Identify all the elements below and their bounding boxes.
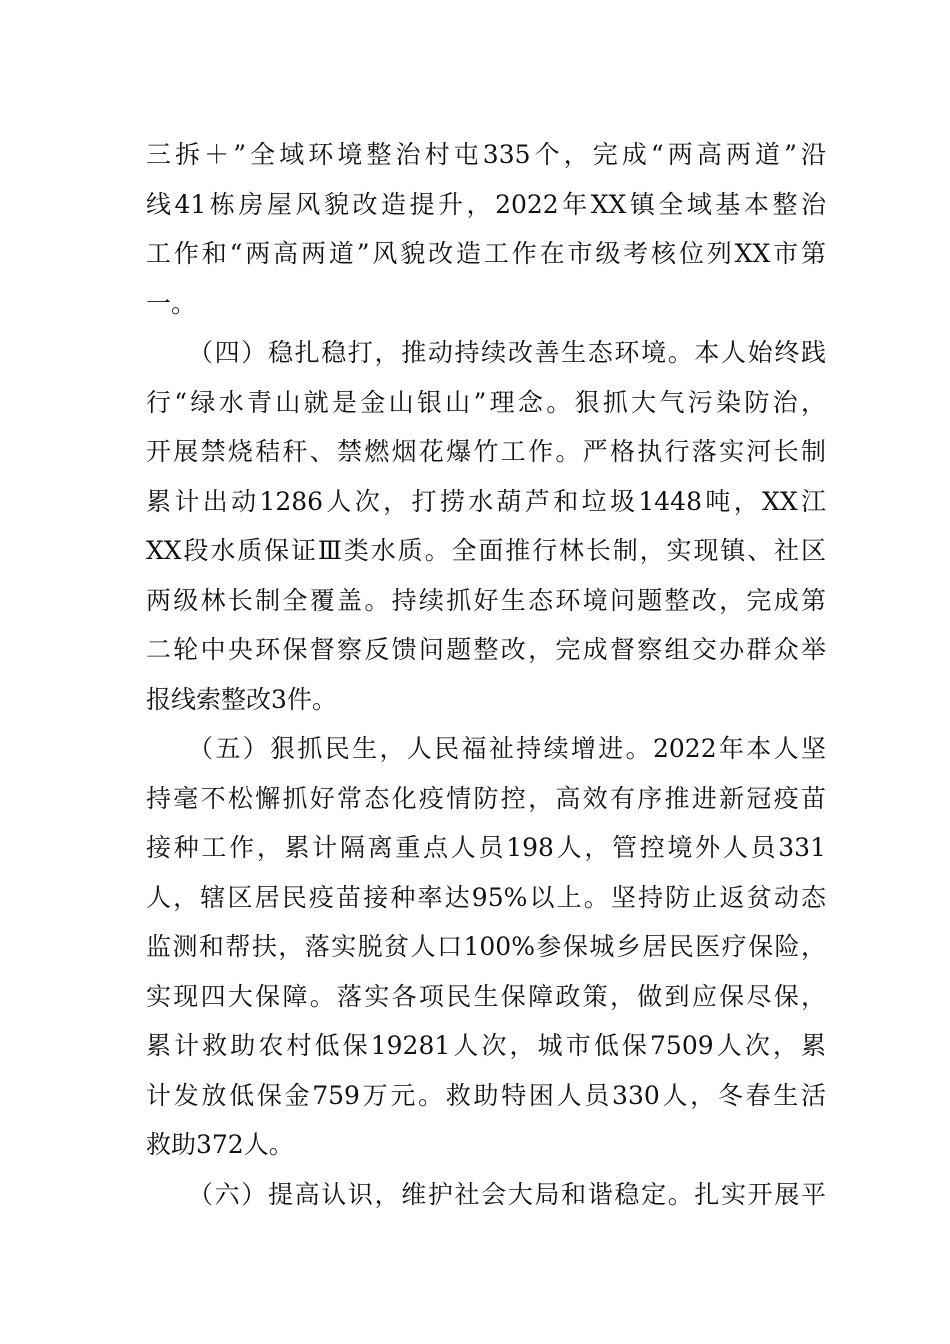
text-line: 接种工作，累计隔离重点人员198人，管控境外人员331 (146, 833, 826, 862)
document-body (146, 130, 826, 1219)
text-line: （五）狠抓民生，人民福祉持续增进。2022年本人坚 (188, 734, 826, 763)
text-line: （四）稳扎稳打，推动持续改善生态环境。本人始终践 (188, 338, 826, 367)
text-line: XX段水质保证Ⅲ类水质。全面推行林长制，实现镇、社区 (146, 536, 826, 565)
paragraph-social-stability (146, 1170, 826, 1220)
text-line: 二轮中央环保督察反馈问题整改，完成督察组交办群众举 (146, 635, 826, 664)
text-line: （六）提高认识，维护社会大局和谐稳定。扎实开展平 (188, 1179, 826, 1209)
text-line: 一。 (146, 288, 197, 318)
text-line: 监测和帮扶，落实脱贫人口100%参保城乡居民医疗保险， (146, 932, 826, 961)
text-line: 报线索整改3件。 (146, 684, 337, 714)
text-line: 累计救助农村低保19281人次，城市低保7509人次，累 (146, 1031, 826, 1060)
paragraph-ecology (146, 328, 826, 724)
text-line: 三拆＋”全域环境整治村屯335个，完成“两高两道”沿 (146, 140, 826, 169)
paragraph-rural-renovation (146, 130, 826, 328)
text-line: 工作和“两高两道”风貌改造工作在市级考核位列XX市第 (146, 239, 826, 268)
text-line: 两级林长制全覆盖。持续抓好生态环境问题整改，完成第 (146, 585, 826, 615)
text-line: 持毫不松懈抓好常态化疫情防控，高效有序推进新冠疫苗 (146, 783, 826, 813)
text-line: 人，辖区居民疫苗接种率达95%以上。坚持防止返贫动态 (146, 882, 826, 912)
text-line: 实现四大保障。落实各项民生保障政策，做到应保尽保， (146, 981, 826, 1011)
text-line: 计发放低保金759万元。救助特困人员330人，冬春生活 (146, 1080, 826, 1110)
text-line: 线41栋房屋风貌改造提升，2022年XX镇全域基本整治 (146, 189, 826, 219)
text-line: 累计出动1286人次，打捞水葫芦和垃圾1448吨，XX江 (146, 486, 826, 516)
text-line: 救助372人。 (146, 1130, 294, 1159)
text-line: 开展禁烧秸秆、禁燃烟花爆竹工作。严格执行落实河长制 (146, 437, 826, 466)
text-line: 行“绿水青山就是金山银山”理念。狠抓大气污染防治， (146, 387, 826, 417)
paragraph-livelihood (146, 724, 826, 1170)
